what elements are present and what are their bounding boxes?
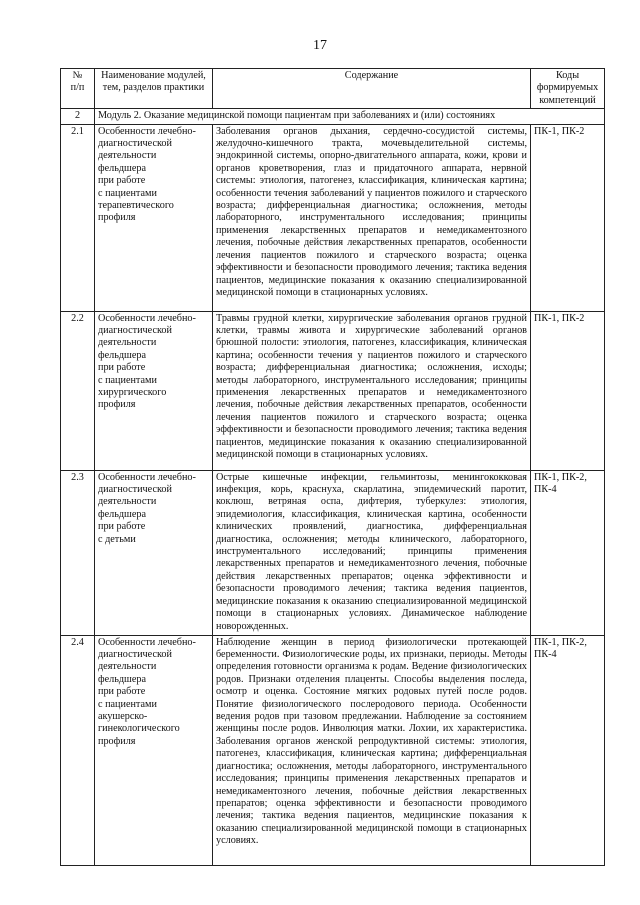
module-num: 2 [61,109,95,124]
table-header-row [61,69,605,109]
row-num: 2.4 [61,635,95,865]
row-codes: ПК-1, ПК-2 [531,311,605,470]
curriculum-table [60,68,605,866]
row-content: Наблюдение женщин в период физиологически протекающей беременности. Физиологические роды, их признаки, периоды. Методы определения готовности организма к родам. Ведение физиологических родов. Признаки отделения плаценты. Способы выделения последа, осмотр и оценка. Состояние мягких родовых путей после родов. Понятие физиологического послеродового периода. Особенности ведения родов при тазовом предлежании. Наблюдение за состоянием женщины после родов. Инволюция матки. Лохии, их характеристика. Заболевания органов женской репродуктивной системы: этиология, патогенез, классификация, клиническая картина; дифференциальная диагностика; осложнения, методы лабораторного, инструментального исследования; принципы применения лекарственных препаратов и немедикаментозного лечения, побочные действия лекарственных препаратов; оценка эффективности и безопасности проводимого лечения; тактика ведения пациентов, медицинские показания к оказанию специализированной медицинской помощи в стационарных условиях. [213,635,531,865]
row-num: 2.2 [61,311,95,470]
row-num: 2.1 [61,124,95,311]
row-name: Особенности лечебно- диагностической деятельности фельдшера при работе с детьми [95,470,213,635]
header-name: Наименование модулей, тем, разделов практики [95,69,213,109]
row-codes: ПК-1, ПК-2, ПК-4 [531,470,605,635]
row-name: Особенности лечебно- диагностической деятельности фельдшера при работе с пациентами акушерско- гинекологического профиля [95,635,213,865]
header-content: Содержание [213,69,531,109]
table-row [61,635,605,865]
row-name: Особенности лечебно- диагностической деятельности фельдшера при работе с пациентами терапевтического профиля [95,124,213,311]
row-content: Травмы грудной клетки, хирургические заболевания органов грудной клетки, травмы живота и хирургические заболеваний органов брюшной полости: этиология, патогенез, классификация, клиническая картина; особенности течения у пациентов пожилого и старческого возраста; дифференциальная диагностика; осложнения, исходы; методы лабораторного, инструментального исследования; принципы применения лекарственных препаратов и немедикаментозного лечения, побочные действия лекарственных препаратов, особенности лечения пациентов пожилого и старческого возраста; оценка эффективности и безопасности проводимого лечения; тактика ведения пациентов, медицинские показания к оказанию специализированной медицинской помощи в стационарных условиях. [213,311,531,470]
header-codes: Коды формируемых компетенций [531,69,605,109]
row-codes: ПК-1, ПК-2, ПК-4 [531,635,605,865]
page-number: 17 [313,38,327,53]
table-row [61,470,605,635]
row-name: Особенности лечебно- диагностической деятельности фельдшера при работе с пациентами хирургического профиля [95,311,213,470]
row-num: 2.3 [61,470,95,635]
module-row [61,109,605,124]
module-title: Модуль 2. Оказание медицинской помощи пациентам при заболеваниях и (или) состояниях [95,109,605,124]
table-row [61,124,605,311]
header-num: № п/п [61,69,95,109]
table-row [61,311,605,470]
row-codes: ПК-1, ПК-2 [531,124,605,311]
row-content: Острые кишечные инфекции, гельминтозы, менингококковая инфекция, корь, краснуха, скарлатина, эпидемический паротит, коклюш, ветряная оспа, дифтерия, туберкулез: этиология, эпидемиология, классификация, клиническая картина, особенности клинических проявлений, диагностика, дифференциальная диагностика, осложнения; методы клинического, лабораторного, инструментального исследований; принципы применения лекарственных препаратов и немедикаментозного лечения, побочные действия лекарственных препаратов; оценка эффективности и безопасности проводимого лечения; тактика ведения пациентов, медицинские показания к оказанию специализированной медицинской помощи в стационарных условиях. Динамическое наблюдение новорожденных. [213,470,531,635]
row-content: Заболевания органов дыхания, сердечно-сосудистой системы, желудочно-кишечного тракта, мочевыделительной системы, эндокринной системы, опорно-двигательного аппарата, кожи, крови и органов кроветворения, глаз и придаточного аппарата, нервной системы: этиология, патогенез, классификация, клиническая картина; особенности течения заболеваний у пациентов пожилого и старческого возраста; дифференциальная диагностика; осложнения, методы лабораторного, инструментального исследования; принципы применения лекарственных препаратов и немедикаментозного лечения, побочные действия лекарственных препаратов, особенности лечения пациентов пожилого и старческого возраста; оценка эффективности и безопасности проводимого лечения; тактика ведения пациентов, медицинские показания к оказанию специализированной медицинской помощи в стационарных условиях. [213,124,531,311]
